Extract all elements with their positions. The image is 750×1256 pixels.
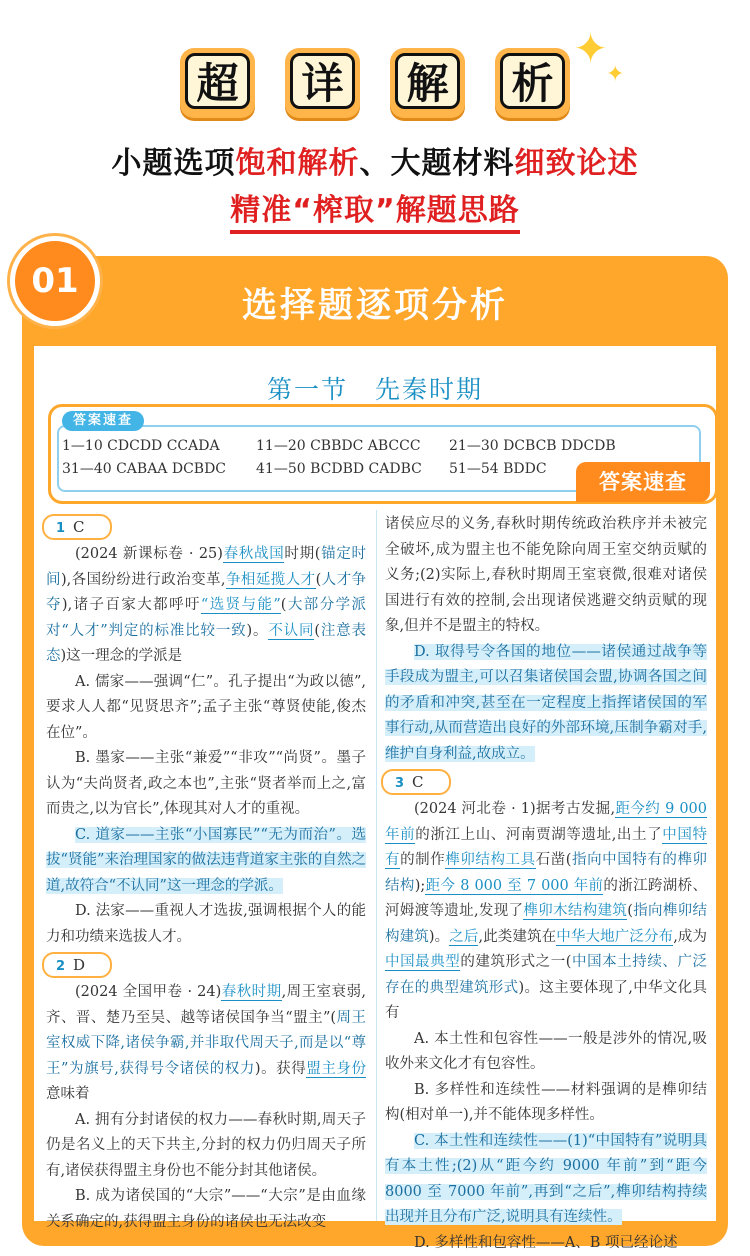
option-c-continued: 诸侯应尽的义务,春秋时期传统政治秩序并未被完全破坏,成为盟主也不能免除向周王室交纳贡赋的义务;(2)实际上,春秋时期周王室衰微,很难对诸侯国进行有效的控制,会出现诸侯逃避交纳贡赋的现象,但并不是盟主的特权。	[385, 512, 707, 640]
option-b: B. 成为诸侯国的“大宗”——“大宗”是由血缘关系确定的,获得盟主身份的诸侯也无法改变	[46, 1184, 366, 1235]
question-number-badge: 2 D	[42, 952, 112, 978]
banner-tile-3	[390, 48, 465, 118]
option-b: B. 墨家——主张“兼爱”“非攻”“尚贤”。墨子认为“夫尚贤者,政之本也”,主张“贤者举而上之,富而贵之,以为官长”,体现其对人才的重视。	[46, 746, 366, 823]
left-column	[46, 512, 366, 1221]
option-a: A. 本土性和包容性——一般是涉外的情况,吸收外来文化才有包容性。	[385, 1027, 707, 1078]
option-d: D. 多样性和包容性——A、B 项已经论述	[385, 1231, 707, 1256]
question-stem: (2024 全国甲卷 · 24)春秋时期,周王室衰弱,齐、晋、楚乃至吴、越等诸侯国争当“盟主”(周王室权威下降,诸侯争霸,并非取代周天子,而是以“尊王”为旗号,获得号令诸侯的权力)。获得盟主身份意味着	[46, 980, 366, 1108]
sparkle-icon: ✦	[606, 62, 624, 87]
answer-range: 41—50 BCDBD CADBC	[256, 461, 422, 477]
banner-tile-2	[285, 48, 360, 118]
answer-key-tag: 答案速查	[62, 411, 144, 431]
banner-subtitle-2: 精准“榨取”解题思路	[0, 185, 750, 229]
answer-range: 51—54 BDDC	[449, 461, 547, 477]
answer-range: 1—10 CDCDD CCADA	[62, 438, 220, 454]
banner-tile-4	[495, 48, 570, 118]
question-number-badge: 3 C	[381, 769, 451, 795]
banner-tile-text: 超	[185, 53, 250, 109]
question-stem: (2024 新课标卷 · 25)春秋战国时期(锚定时间),各国纷纷进行政治变革,争相延揽人才(人才争夺),诸子百家大都呼吁“选贤与能”(大部分学派对“人才”判定的标准比较一致)。不认同(注意表态)这一理念的学派是	[46, 542, 366, 670]
answer-range: 31—40 CABAA DCBDC	[62, 461, 226, 477]
option-d: D. 法家——重视人才选拔,强调根据个人的能力和功绩来选拔人才。	[46, 899, 366, 950]
answer-range: 11—20 CBBDC ABCCC	[256, 438, 421, 454]
answer-key-button[interactable]: 答案速查	[576, 462, 710, 502]
option-a: A. 儒家——强调“仁”。孔子提出“为政以德”,要求人人都“见贤思齐”;孟子主张“尊贤使能,俊杰在位”。	[46, 670, 366, 747]
question-stem: (2024 河北卷 · 1)据考古发掘,距今约 9 000 年前的浙江上山、河南贾湖等遗址,出土了中国特有的制作榫卯结构工具石凿(指向中国特有的榫卯结构);距今 8 000 至 7 000 年前的浙江跨湖桥、河姆渡等遗址,发现了榫卯木结构建筑(指向榫卯结构建筑)。之后,此类建筑在中华大地广泛分布,成为中国最典型的建筑形式之一(中国本土持续、广泛存在的典型建筑形式)。这主要体现了,中华文化具有	[385, 797, 707, 1027]
column-divider	[376, 510, 377, 1221]
sparkle-icon: ✦	[573, 24, 608, 73]
section-title: 第一节 先秦时期	[0, 370, 750, 406]
right-column	[385, 512, 707, 1221]
banner-tile-text: 解	[395, 53, 460, 109]
option-c: C. 本土性和连续性——(1)“中国特有”说明具有本土性;(2)从“距今约 9000 年前”到“距今 8000 至 7000 年前”,再到“之后”,榫卯结构持续出现并且分布广泛,说明具有连续性。	[385, 1129, 707, 1231]
banner-tile-text: 详	[290, 53, 355, 109]
option-a: A. 拥有分封诸侯的权力——春秋时期,周天子仍是名义上的天下共主,分封的权力仍归周天子所有,诸侯获得盟主身份也不能分封其他诸侯。	[46, 1108, 366, 1185]
banner-subtitle: 小题选项饱和解析、大题材料细致论述	[0, 138, 750, 182]
answer-range: 21—30 DCBCB DDCDB	[449, 438, 616, 454]
banner-tile-text: 析	[500, 53, 565, 109]
section-number-badge: 01	[10, 236, 100, 326]
option-d: D. 取得号令各国的地位——诸侯通过战争等手段成为盟主,可以召集诸侯国会盟,协调各国之间的矛盾和冲突,甚至在一定程度上指挥诸侯国的军事行动,从而营造出良好的外部环境,压制争霸对手,维护自身利益,故成立。	[385, 640, 707, 768]
banner-tile-1	[180, 48, 255, 118]
option-c: C. 道家——主张“小国寡民”“无为而治”。选拔“贤能”来治理国家的做法违背道家主张的自然之道,故符合“不认同”这一理念的学派。	[46, 823, 366, 900]
section-header: 选择题逐项分析	[0, 278, 750, 328]
option-b: B. 多样性和连续性——材料强调的是榫卯结构(相对单一),并不能体现多样性。	[385, 1078, 707, 1129]
question-number-badge: 1 C	[42, 514, 112, 540]
